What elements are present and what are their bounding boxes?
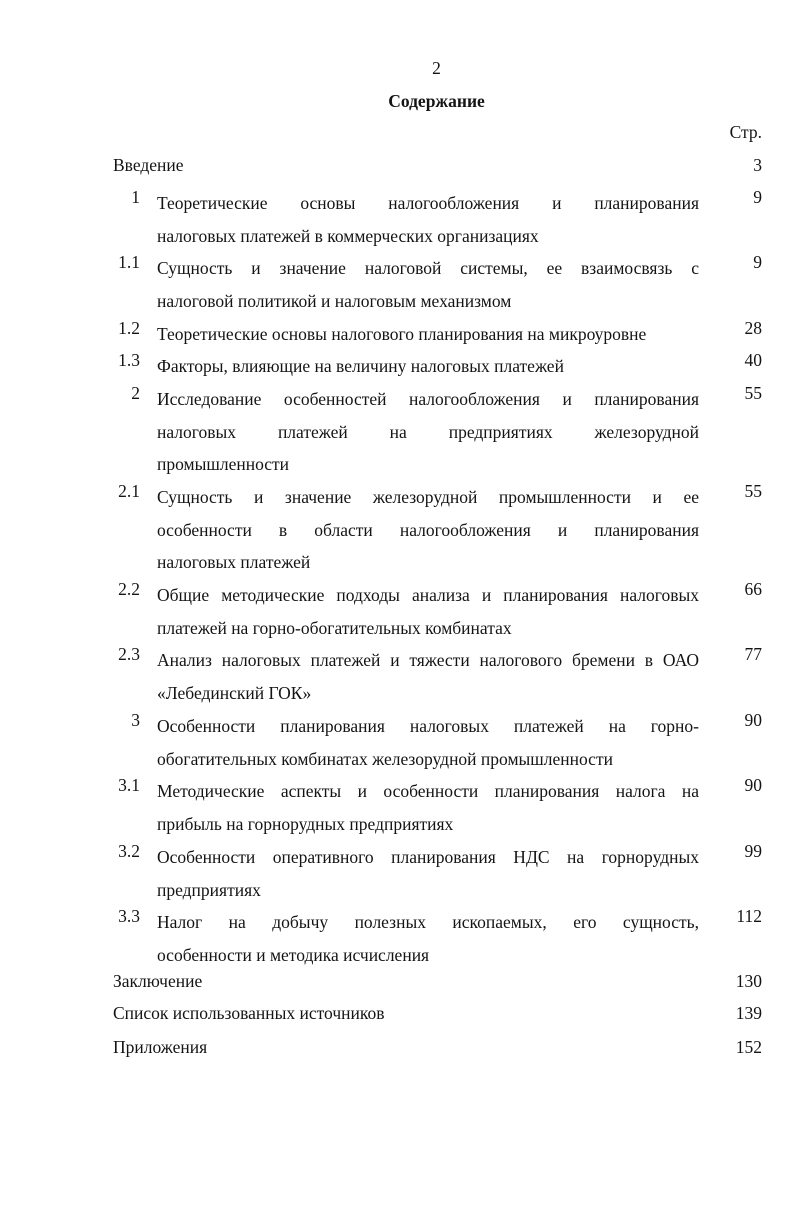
toc-entry-text-line: платежей на горно-обогатительных комбинатах [157, 617, 512, 638]
toc-entry-page: 112 [736, 906, 762, 926]
toc-entry-text-line: налоговых платежей на предприятиях железорудной [157, 421, 699, 442]
toc-entry-text-line: Общие методические подходы анализа и планирования налоговых [157, 585, 699, 605]
page-column-header: Стр. [729, 122, 762, 142]
toc-entry-text-line: Особенности планирования налоговых платежей на горно- [157, 716, 699, 736]
toc-entry-number: 3.1 [118, 775, 140, 795]
toc-entry-text-line: предприятиях [157, 879, 261, 900]
toc-entry-number: 3.3 [118, 906, 140, 926]
toc-entry-text-line: Факторы, влияющие на величину налоговых платежей [157, 356, 564, 376]
toc-entry-text-line: Исследование особенностей налогообложения и планирования [157, 389, 699, 409]
toc-entry-number: 2.1 [118, 481, 140, 501]
toc-entry-text-line: особенности и методика исчисления [157, 944, 430, 965]
toc-entry-page: 9 [753, 252, 762, 272]
toc-entry-text-line: Сущность и значение налоговой системы, ее взаимосвязь с [157, 258, 699, 278]
toc-entry-label: Список использованных источников [113, 1003, 385, 1023]
toc-entry-page: 66 [744, 579, 762, 599]
toc-entry-number: 3 [131, 710, 140, 730]
toc-entry-text-line: Теоретические основы налогового планирования на микроуровне [157, 324, 647, 344]
toc-entry-text-line: Особенности оперативного планирования НДС на горнорудных [157, 847, 699, 867]
toc-entry-page: 90 [744, 710, 762, 730]
toc-entry-number: 2 [131, 383, 140, 403]
toc-entry-page: 152 [735, 1037, 762, 1057]
toc-entry-page: 139 [735, 1003, 762, 1023]
toc-entry-page: 99 [744, 841, 762, 861]
toc-entry-number: 1.3 [118, 350, 140, 370]
page-number: 2 [432, 58, 441, 78]
toc-entry-text-line: Анализ налоговых платежей и тяжести налогового бремени в ОАО [157, 650, 699, 670]
toc-entry-page: 77 [744, 644, 762, 664]
toc-entry-number: 1.1 [118, 252, 140, 272]
toc-entry-page: 3 [753, 155, 762, 175]
toc-entry-number: 1 [131, 187, 140, 207]
toc-entry-page: 90 [744, 775, 762, 795]
toc-entry-page: 55 [744, 481, 762, 501]
toc-title: Содержание [388, 91, 485, 111]
toc-entry-text-line: «Лебединский ГОК» [157, 682, 312, 703]
toc-entry-text-line: Теоретические основы налогообложения и планирования [157, 193, 699, 213]
toc-entry-number: 3.2 [118, 841, 140, 861]
toc-entry-text-line: налоговых платежей [157, 552, 311, 573]
toc-entry-text-line: Налог на добычу полезных ископаемых, его сущность, [157, 912, 699, 932]
toc-entry-label: Заключение [113, 971, 203, 991]
toc-entry-text-line: прибыль на горнорудных предприятиях [157, 813, 454, 834]
toc-entry-page: 9 [753, 187, 762, 207]
toc-entry-label: Введение [113, 155, 184, 175]
toc-entry-page: 130 [735, 971, 762, 991]
toc-entry-text-line: Сущность и значение железорудной промышленности и ее [157, 487, 699, 507]
toc-entry-page: 40 [744, 350, 762, 370]
toc-entry-text-line: особенности в области налогообложения и планирования [157, 519, 699, 540]
toc-entry-page: 55 [744, 383, 762, 403]
toc-entry-page: 28 [744, 318, 762, 338]
toc-entry-number: 2.3 [118, 644, 140, 664]
toc-entry-text-line: промышленности [157, 454, 290, 475]
toc-entry-text-line: обогатительных комбинатах железорудной промышленности [157, 748, 613, 769]
toc-entry-number: 1.2 [118, 318, 140, 338]
toc-entry-text-line: налоговой политикой и налоговым механизмом [157, 290, 512, 311]
toc-entry-text-line: налоговых платежей в коммерческих организациях [157, 225, 539, 246]
toc-entry-number: 2.2 [118, 579, 140, 599]
toc-entry-label: Приложения [113, 1037, 208, 1057]
toc-entry-text-line: Методические аспекты и особенности планирования налога на [157, 781, 699, 801]
